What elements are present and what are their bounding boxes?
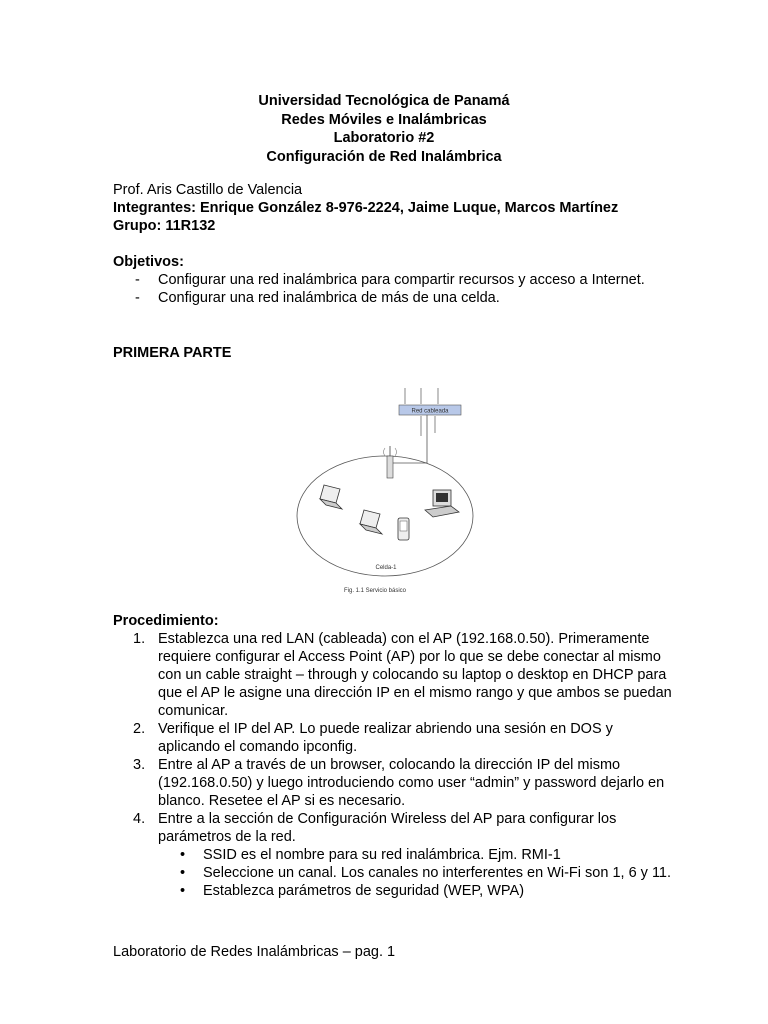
access-point-icon bbox=[384, 446, 397, 478]
list-item: 4. Entre a la sección de Configuración Wireless del AP para configurar los parámetros de la red. • SSID es el nombre para su red inalámbrica. Ejm. RMI-1 • Seleccione un canal. Los canales no interferentes en Wi-Fi son 1, 6 y 11. • Establezca parámetros de seguridad (WEP, WPA) bbox=[133, 811, 672, 899]
objectives-heading: Objetivos: bbox=[113, 254, 184, 270]
members: Integrantes: Enrique González 8-976-2224, Jaime Luque, Marcos Martínez bbox=[113, 200, 619, 216]
list-item: - Configurar una red inalámbrica de más de una celda. bbox=[135, 290, 500, 306]
network-diagram bbox=[290, 388, 480, 598]
list-item: • Establezca parámetros de seguridad (WEP, WPA) bbox=[180, 883, 525, 899]
figure-caption: Fig. 1.1 Servicio básico bbox=[343, 588, 407, 594]
list-item: • Seleccione un canal. Los canales no interferentes en Wi-Fi son 1, 6 y 11. bbox=[180, 865, 672, 881]
title-university: Universidad Tecnológica de Panamá bbox=[258, 93, 510, 109]
list-item: • SSID es el nombre para su red inalámbrica. Ejm. RMI-1 bbox=[180, 847, 561, 863]
list-item: 2. Verifique el IP del AP. Lo puede realizar abriendo una sesión en DOS y aplicando el comando ipconfig. bbox=[133, 721, 613, 755]
procedure-steps bbox=[113, 630, 673, 900]
cell-ellipse bbox=[297, 456, 473, 576]
title-course: Redes Móviles e Inalámbricas bbox=[281, 111, 487, 128]
parameter-bullets bbox=[158, 846, 673, 900]
document-title bbox=[0, 92, 768, 166]
pda-icon bbox=[398, 518, 409, 540]
section-heading: PRIMERA PARTE bbox=[113, 345, 232, 361]
wired-network-label: Red cableada bbox=[411, 408, 449, 415]
procedure-section bbox=[113, 612, 673, 900]
professor: Prof. Aris Castillo de Valencia bbox=[113, 182, 303, 198]
list-item: 1. Establezca una red LAN (cableada) con el AP (192.168.0.50). Primeramente requiere configurar el Access Point (AP) por lo que se debe conectar al mismo con un cable straight – through y colocando su laptop o desktop en DHCP para que el AP le asigne una dirección IP en el mismo rango y que ambos se puedan comunicar. bbox=[133, 631, 672, 719]
laptop-icon bbox=[320, 485, 342, 509]
list-item: - Configurar una red inalámbrica para compartir recursos y acceso a Internet. bbox=[135, 272, 645, 288]
procedure-heading: Procedimiento: bbox=[113, 613, 219, 629]
laptop-icon bbox=[360, 510, 382, 534]
list-item: 3. Entre al AP a través de un browser, colocando la dirección IP del mismo (192.168.0.50) y luego introduciendo como user “admin” y password dejarlo en blanco. Resetee el AP si es necesario. bbox=[133, 757, 665, 809]
title-lab: Laboratorio #2 bbox=[333, 130, 435, 146]
page-footer: Laboratorio de Redes Inalámbricas – pag. 1 bbox=[113, 944, 396, 960]
title-topic: Configuración de Red Inalámbrica bbox=[266, 148, 502, 165]
cell-label: Celda-1 bbox=[375, 565, 397, 571]
objectives-list bbox=[113, 271, 653, 307]
desktop-icon bbox=[425, 490, 459, 517]
group: Grupo: 11R132 bbox=[113, 218, 216, 234]
ap-link bbox=[390, 415, 427, 463]
